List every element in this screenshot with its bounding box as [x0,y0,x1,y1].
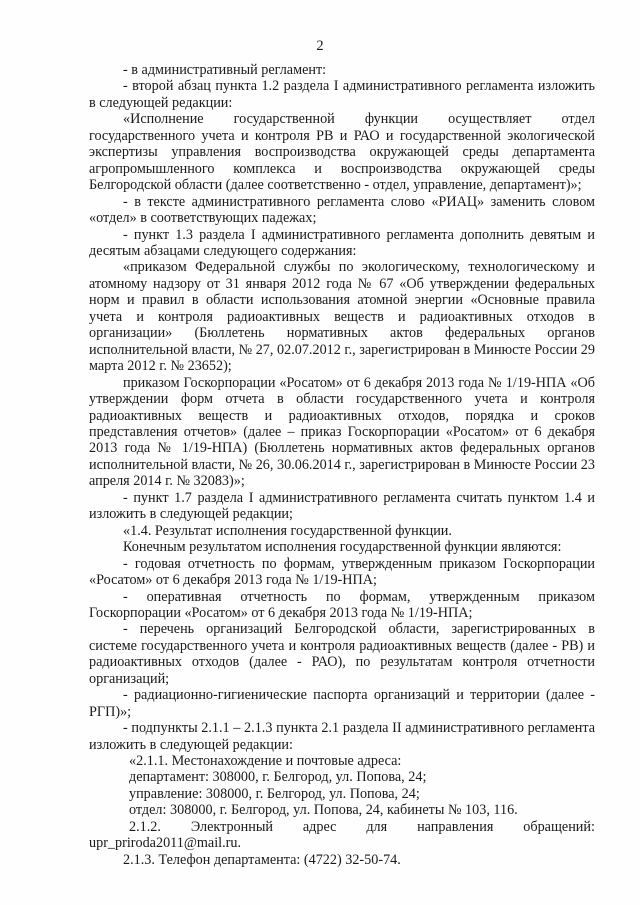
paragraph: - годовая отчетность по формам, утвержденным приказом Госкорпорации «Росатом» от 6 декабря 2013 года № 1/19-НПА; [89,555,595,589]
email-heading-row [89,819,595,835]
paragraph: приказом Госкорпорации «Росатом» от 6 декабря 2013 года № 1/19-НПА «Об утверждении форм отчета в области государственного учета и контроля радиоактивных веществ и радиоактивных отходов, порядка и сроков представления отчетов» (далее – приказ Госкорпорации «Росатом» от 6 декабря 2013 года № 1/19-НПА) (Бюллетень нормативных актов федеральных органов исполнительной власти, № 26, 30.06.2014 г., зарегистрирован в Минюсте России 23 апреля 2014 г. № 32083)»; [89,374,595,490]
email-word: обращений: [523,818,595,835]
address-heading: «2.1.1. Местонахождение и почтовые адреса: [129,753,402,770]
paragraph: - в тексте административного регламента слово «РИАЦ» заменить словом «отдел» в соответствующих падежах; [89,193,595,227]
paragraph: - пункт 1.7 раздела I административного регламента считать пунктом 1.4 и изложить в следующей редакции; [89,489,595,523]
address-management: управление: 308000, г. Белгород, ул. Попова, 24; [129,785,420,802]
paragraph: «приказом Федеральной службы по экологическому, технологическому и атомному надзору от 31 января 2012 года № 67 «Об утверждении федеральных норм и правил в области использования атомной энергии «Основные правила учета и контроля радиоактивных веществ и радиоактивных отходов в организации» (Бюллетень нормативных актов федеральных органов исполнительной власти, № 27, 02.07.2012 г., зарегистрирован в Минюсте России 29 марта 2012 г. № 23652); [89,259,595,375]
paragraph: - радиационно-гигиенические паспорта организаций и территории (далее - РГП)»; [89,687,595,720]
paragraph: - второй абзац пункта 1.2 раздела I административного регламента изложить в следующей редакции: [89,78,595,111]
email-word: для [366,818,388,835]
address-office: отдел: 308000, г. Белгород, ул. Попова, 24, кабинеты № 103, 116. [129,802,518,819]
email-word: 2.1.2. [129,818,161,835]
email-word: Электронный [190,818,273,835]
paragraph: - пункт 1.3 раздела I административного регламента дополнить девятым и десятым абзацами следующего содержания: [89,226,595,259]
email-word: адрес [302,818,337,835]
paragraph: «Исполнение государственной функции осуществляет отдел государственного учета и контроля РВ и РАО и государственной экологической экспертизы управления воспроизводства окружающей среды департамента агропромышленного комплекса и воспроизводства окружающей среды Белгородской области (далее соответственно - отдел, управление, департамент)»; [89,111,595,194]
paragraph: - в административный регламент: [123,62,327,78]
phone-line: 2.1.3. Телефон департамента: (4722) 32-50-74. [123,851,401,868]
paragraph: - подпункты 2.1.1 – 2.1.3 пункта 2.1 раздела II административного регламента изложить в следующей редакции: [89,720,595,753]
email-address: upr_priroda2011@mail.ru. [89,835,242,852]
paragraph: - оперативная отчетность по формам, утвержденным приказом Госкорпорации «Росатом» от 6 декабря 2013 года № 1/19-НПА; [89,588,595,621]
email-word: направления [417,818,494,835]
paragraph: «1.4. Результат исполнения государственной функции. [123,522,452,539]
page-number: 2 [316,38,324,54]
document-body [89,62,595,868]
address-department: департамент: 308000, г. Белгород, ул. Попова, 24; [129,769,427,786]
paragraph: - перечень организаций Белгородской области, зарегистрированных в системе государственного учета и контроля радиоактивных веществ (далее - РВ) и радиоактивных отходов (далее - РАО), по результатам контроля отчетности организаций; [89,621,595,687]
paragraph: Конечным результатом исполнения государственной функции являются: [123,539,562,556]
